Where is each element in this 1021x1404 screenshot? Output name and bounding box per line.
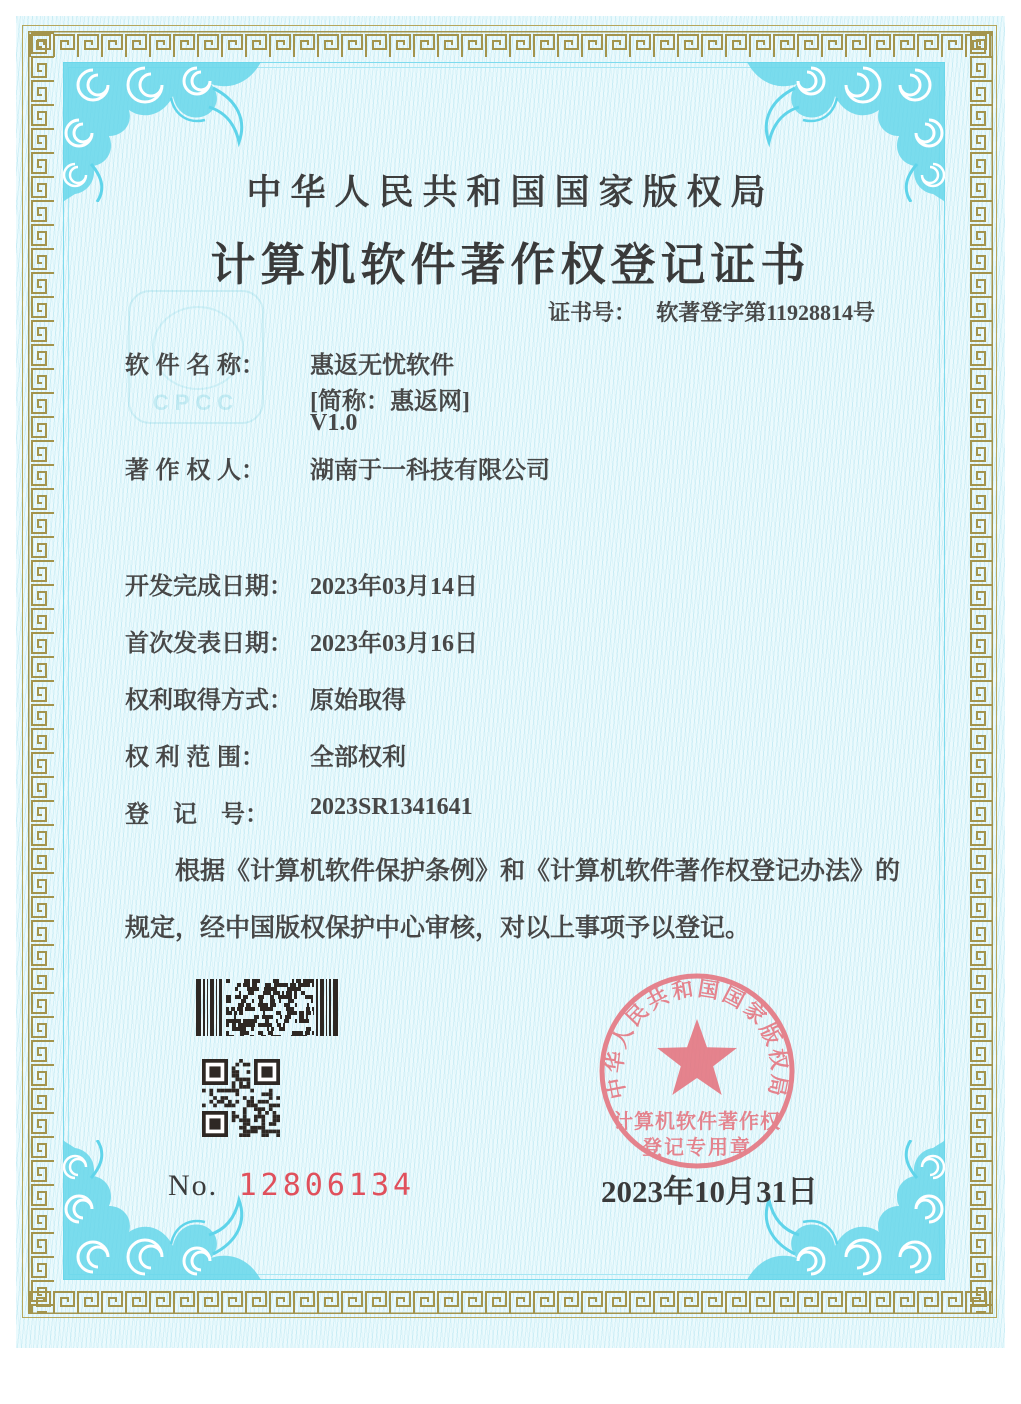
field-row-version	[125, 410, 945, 442]
serial-number: 12806134	[238, 1168, 416, 1203]
authority-title: 中华人民共和国国家版权局	[246, 173, 775, 212]
field-row-software-name	[125, 345, 945, 377]
field-label: 权 利 范 围：	[125, 744, 266, 771]
field-row-short-name	[125, 381, 945, 413]
field-row-registration-number	[125, 794, 945, 826]
certificate-number-row	[548, 296, 875, 327]
field-label: 权利取得方式：	[125, 687, 293, 714]
field-label: 登 记 号：	[125, 801, 269, 828]
statement-line: 规定，经中国版权保护中心审核，对以上事项予以登记。	[125, 914, 751, 942]
watermark-text: CPCC	[152, 390, 240, 415]
field-row-right-scope	[125, 737, 945, 769]
serial-number-row	[168, 1168, 415, 1208]
field-label: 开发完成日期：	[125, 573, 293, 600]
field-value: 2023SR1341641	[310, 794, 473, 820]
star-icon	[657, 1019, 737, 1095]
field-row-dev-complete-date	[125, 566, 945, 598]
field-value: 全部权利	[310, 745, 406, 771]
field-label: 著 作 权 人：	[125, 457, 266, 484]
issue-date: 2023年10月31日	[601, 1174, 818, 1209]
greek-key-border-right	[967, 31, 993, 1314]
statement-line: 根据《计算机软件保护条例》和《计算机软件著作权登记办法》的	[175, 857, 901, 885]
certificate-title: 计算机软件著作权登记证书	[210, 240, 811, 290]
field-value: 惠返无忧软件	[310, 353, 454, 379]
field-row-copyright-owner	[125, 450, 945, 482]
field-value: 2023年03月16日	[310, 631, 478, 657]
field-value: [简称：惠返网]	[310, 389, 470, 415]
field-label: 软 件 名 称：	[125, 352, 266, 379]
field-value: V1.0	[310, 410, 358, 436]
greek-key-border-top	[28, 31, 993, 57]
field-label: 首次发表日期：	[125, 630, 293, 657]
serial-prefix: No.	[168, 1169, 219, 1202]
certificate-number-value: 软著登字第11928814号	[656, 300, 875, 325]
certificate-number-label: 证书号：	[548, 300, 637, 325]
field-row-first-publish-date	[125, 623, 945, 655]
field-row-right-acquisition	[125, 680, 945, 712]
barcode-2d-graphic	[196, 979, 338, 1036]
greek-key-border-bottom	[28, 1288, 993, 1314]
seal-line2: 登记专用章	[642, 1137, 752, 1159]
seal-line1: 计算机软件著作权	[613, 1111, 781, 1133]
field-value: 2023年03月14日	[310, 574, 478, 600]
official-seal	[582, 956, 812, 1186]
qr-code-graphic	[202, 1059, 280, 1137]
field-value: 湖南于一科技有限公司	[310, 458, 550, 484]
greek-key-border-left	[28, 31, 54, 1314]
field-value: 原始取得	[310, 688, 406, 714]
seal-ring-text: 中华人民共和国国家版权局	[603, 977, 791, 1101]
registration-statement	[125, 856, 915, 943]
flourish-corner-bottom-left	[63, 1140, 263, 1280]
